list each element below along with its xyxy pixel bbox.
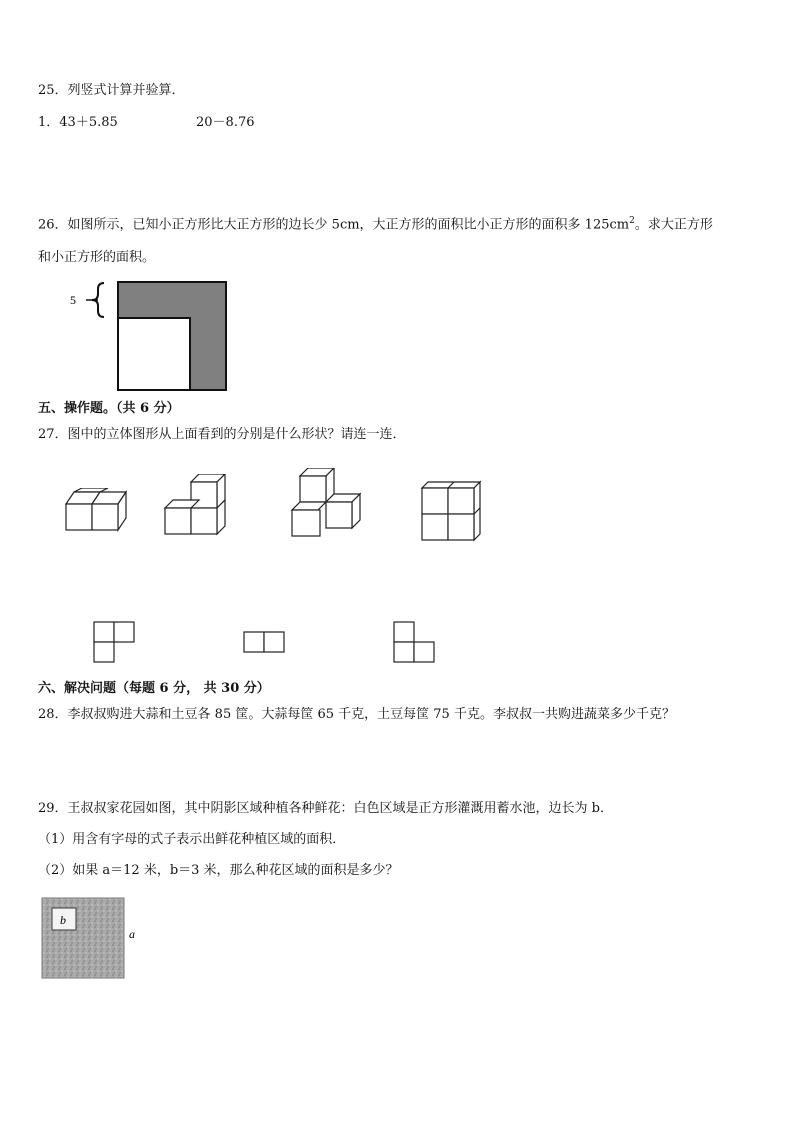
small-square: [118, 318, 190, 390]
q25-expression-2: 20－8.76: [196, 115, 255, 130]
q29-garden-figure: [40, 896, 150, 986]
q26-text-main: 26．如图所示，已知小正方形比大正方形的边长少 5cm，大正方形的面积比小正方形的面积多 125cm: [38, 217, 630, 233]
q26-squares-figure: [62, 280, 232, 396]
q25-title: 25．列竖式计算并验算．: [38, 83, 185, 98]
q28-text: 28．李叔叔购进大蒜和土豆各 85 筐。大蒜每筐 65 千克，土豆每筐 75 千克。李叔叔一共购进蔬菜多少千克？: [38, 707, 675, 722]
solid-figure-3: [290, 468, 366, 544]
solid-figure-4: [420, 480, 486, 550]
q26-text-line1: [38, 212, 713, 234]
top-view-3: [392, 620, 438, 668]
q27-title: 27．图中的立体图形从上面看到的分别是什么形状？请连一连．: [38, 427, 406, 442]
label-5: 5: [70, 293, 76, 307]
q29-text-line1: 29．王叔叔家花园如图，其中阴影区域种植各种鲜花：白色区域是正方形灌溉用蓄水池，边长为 b．: [38, 801, 613, 816]
q26-text-line2: 和小正方形的面积。: [38, 250, 156, 265]
label-b: b: [60, 913, 66, 927]
solid-figure-1: [62, 488, 132, 540]
top-view-1: [92, 620, 138, 668]
q26-text-end: 。求大正方形: [634, 217, 713, 233]
solid-figure-2: [163, 474, 233, 544]
section6-title: 六、解决问题（每题 6 分， 共 30 分）: [38, 681, 270, 696]
top-view-2: [242, 630, 288, 658]
section5-title: 五、操作题。（共 6 分）: [38, 401, 180, 416]
q26-superscript: 2: [629, 216, 635, 226]
label-a: a: [129, 927, 135, 941]
q29-text-line2: （1）用含有字母的式子表示出鲜花种植区域的面积．: [38, 832, 346, 847]
q25-expression-1: 1．43＋5.85: [38, 115, 118, 130]
q29-text-line3: （2）如果 a＝12 米，b＝3 米，那么种花区域的面积是多少？: [38, 863, 399, 878]
